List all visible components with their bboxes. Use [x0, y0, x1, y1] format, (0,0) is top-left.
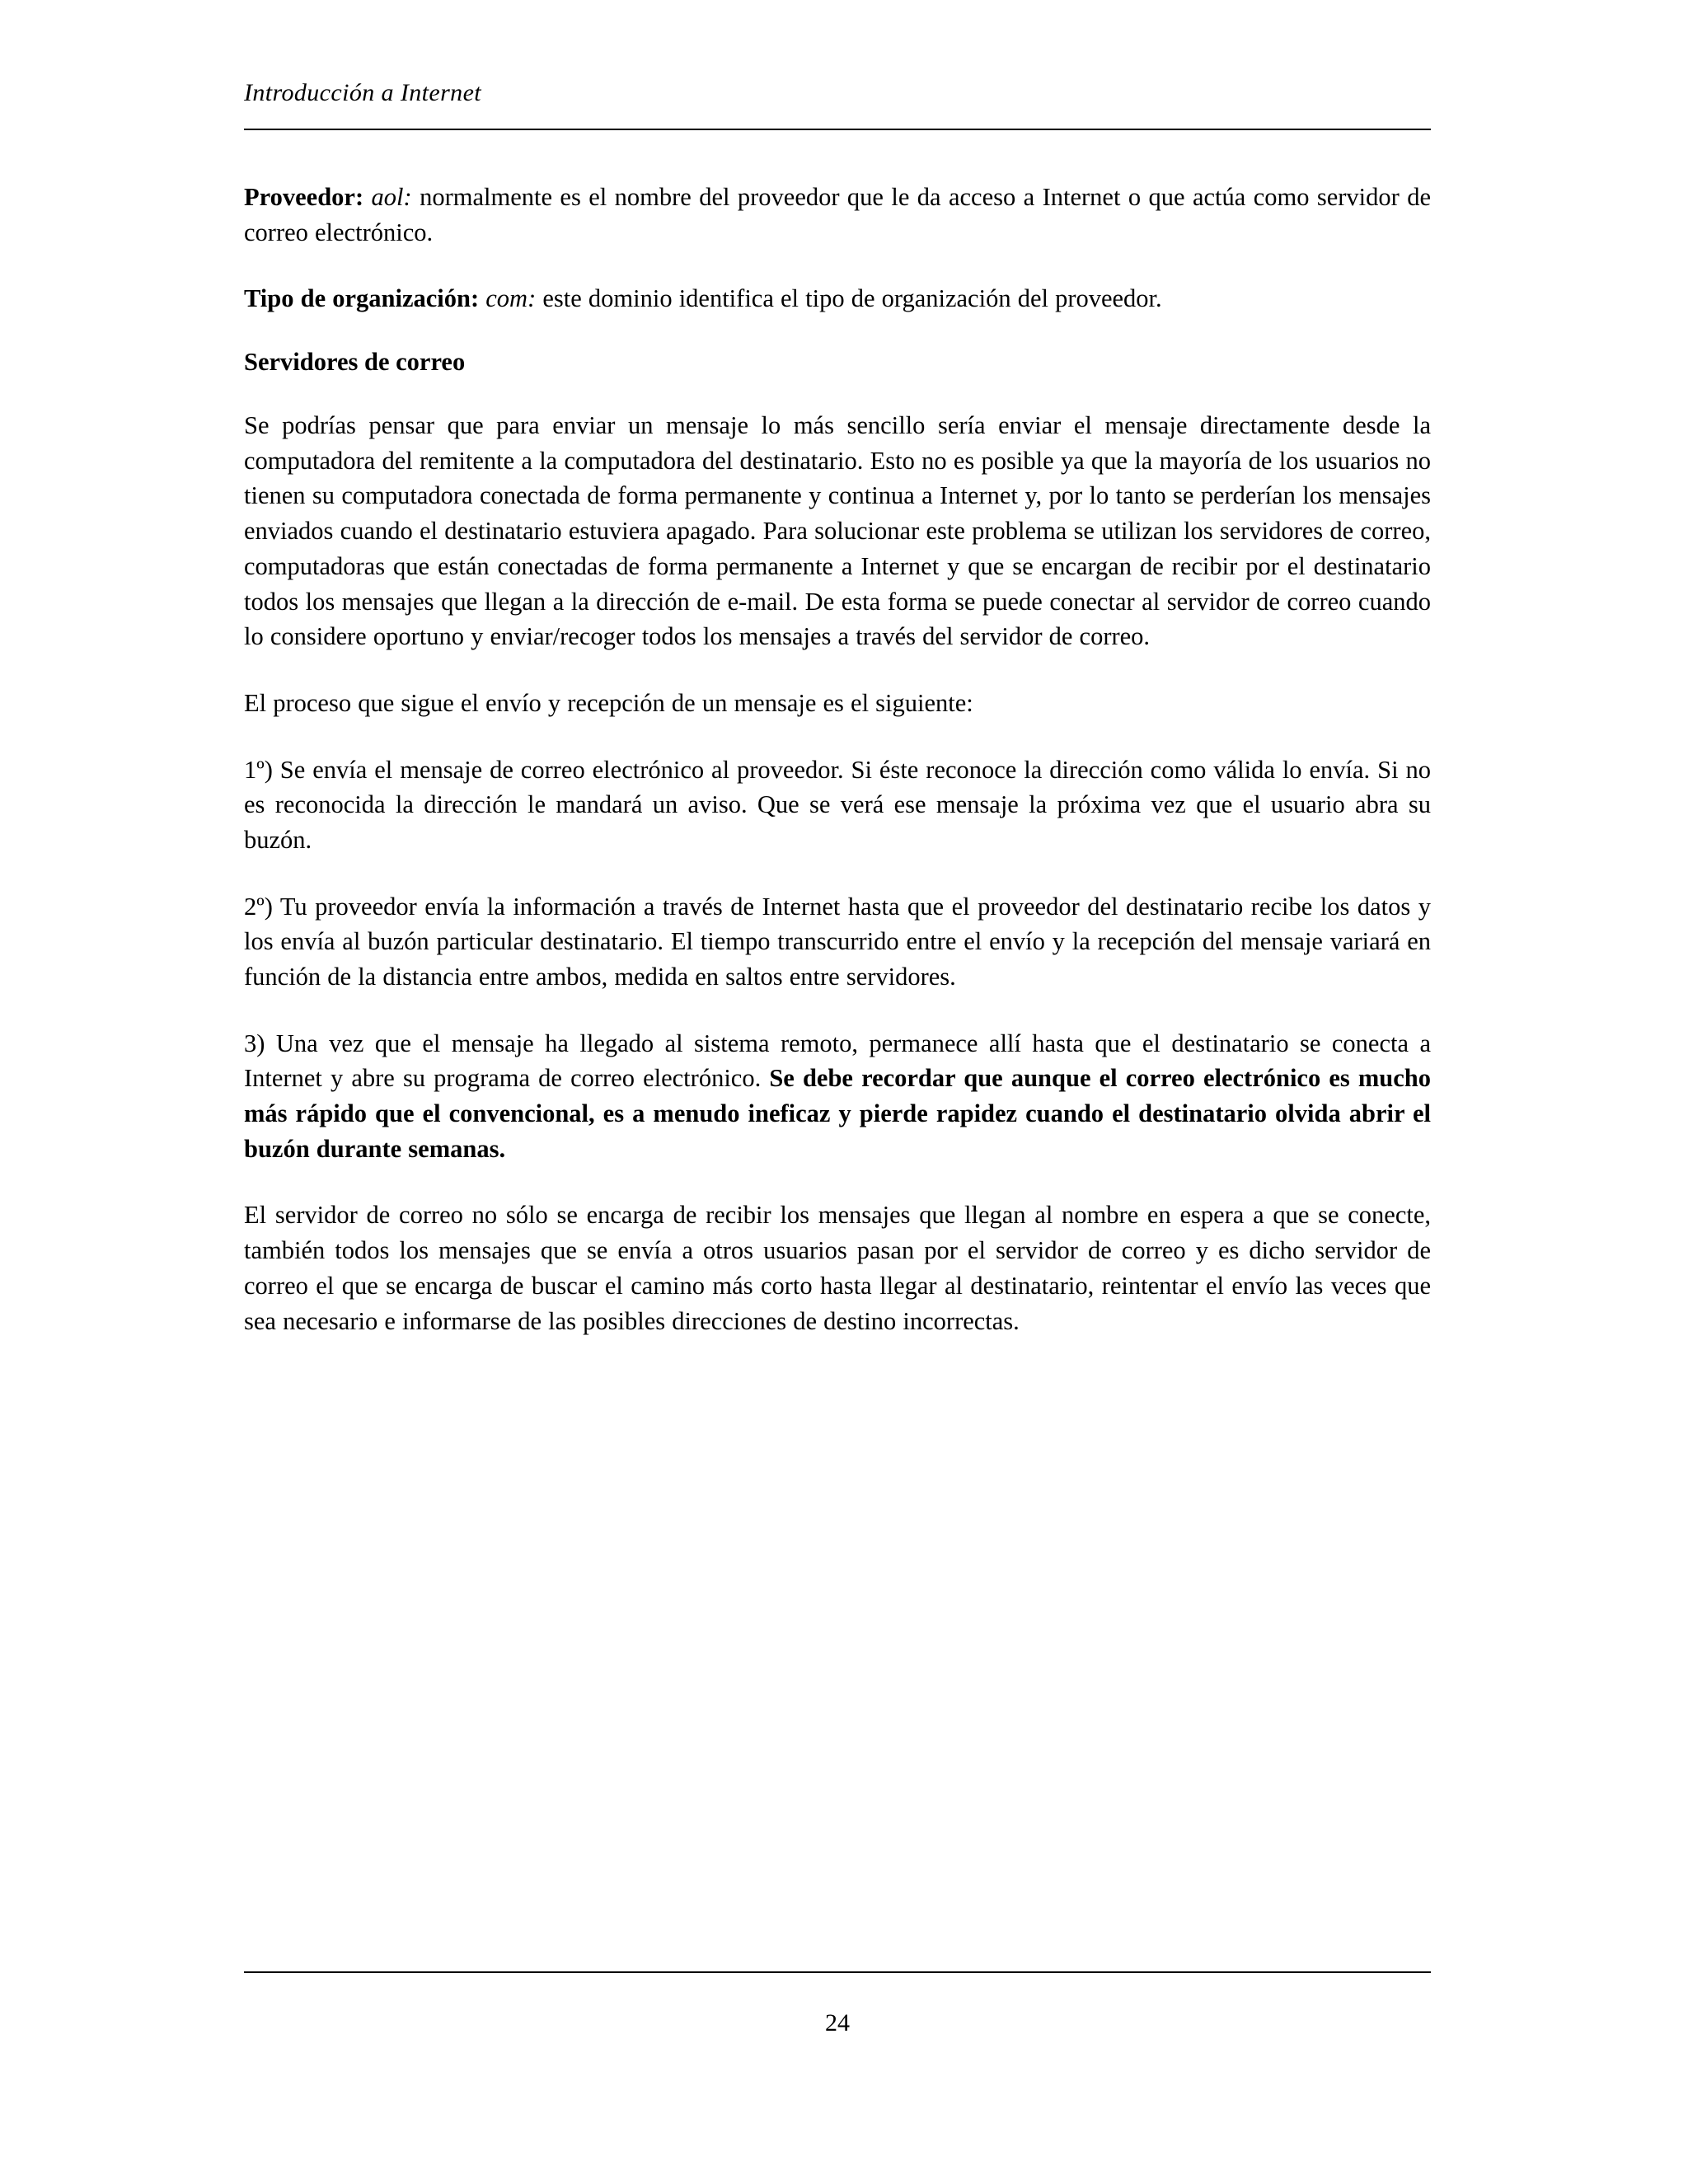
term-tipo-value: com: [485, 284, 537, 313]
page-number: 24 [825, 2009, 850, 2036]
term-tipo-label: Tipo de organización: [244, 284, 480, 313]
term-proveedor-text: normalmente es el nombre del proveedor que le da acceso a Internet o que actúa como servidor de correo electrónico. [244, 183, 1432, 246]
paragraph-servidor-resumen: El servidor de correo no sólo se encarga de recibir los mensajes que llegan al nombre en espera a que se conecte, también todos los mensajes que se envía a otros usuarios pasan por el servidor de correo y es dicho servidor de correo el que se encarga de buscar el camino más corto hasta llegar al destinatario, reintentar el envío las veces que sea necesario e informarse de las posibles direcciones de destino incorrectas. [244, 1201, 1431, 1335]
paragraph-paso-3-emphasis: Se debe recordar que aunque el correo electrónico es mucho más rápido que el convencional, es a menudo ineficaz y pierde rapidez cuando el destinatario olvida abrir el buzón durante semanas. [244, 1064, 1431, 1163]
term-tipo-text: este dominio identifica el tipo de organización del proveedor. [536, 284, 1162, 313]
paragraph-tipo-organizacion [244, 281, 1431, 316]
section-heading-servidores-de-correo: Servidores de correo [244, 348, 466, 377]
paragraph-paso-3 [244, 1026, 1431, 1167]
footer-divider [244, 1971, 1431, 1973]
paragraph-paso-2: 2º) Tu proveedor envía la información a través de Internet hasta que el proveedor del destinatario recibe los datos y los envía al buzón particular destinatario. El tiempo transcurrido entre el envío y la recepción del mensaje variará en función de la distancia entre ambos, medida en saltos entre servidores. [244, 892, 1431, 991]
paragraph-paso-1: 1º) Se envía el mensaje de correo electrónico al proveedor. Si éste reconoce la dirección como válida lo envía. Si no es reconocida la dirección le mandará un aviso. Que se verá ese mensaje la próxima vez que el usuario abra su buzón. [244, 755, 1431, 854]
paragraph-servidores-intro: Se podrías pensar que para enviar un mensaje lo más sencillo sería enviar el mensaje directamente desde la computadora del remitente a la computadora del destinatario. Esto no es posible ya que la mayoría de los usuarios no tienen su computadora conectada de forma permanente y continua a Internet y, por lo tanto se perderían los mensajes enviados cuando el destinatario estuviera apagado. Para solucionar este problema se utilizan los servidores de correo, computadoras que están conectadas de forma permanente a Internet y que se encargan de recibir por el destinatario todos los mensajes que llegan a la dirección de e-mail. De esta forma se puede conectar al servidor de correo cuando lo considere oportuno y enviar/recoger todos los mensajes a través del servidor de correo. [244, 411, 1431, 651]
page-footer [244, 1971, 1431, 2037]
term-proveedor-value: aol: [371, 183, 412, 211]
page-content [244, 79, 1431, 1338]
paragraph-paso-3-plain: 3) Una vez que el mensaje ha llegado al sistema remoto, permanece allí hasta que el destinatario se conecta a Internet y abre su programa de correo electrónico. [244, 1029, 1431, 1093]
header-divider [244, 129, 1431, 130]
running-header: Introducción a Internet [244, 79, 482, 106]
body-text [244, 180, 1431, 1338]
paragraph-proceso-intro: El proceso que sigue el envío y recepción de un mensaje es el siguiente: [244, 688, 973, 717]
paragraph-proveedor [244, 180, 1431, 250]
term-proveedor-label: Proveedor: [244, 183, 364, 211]
